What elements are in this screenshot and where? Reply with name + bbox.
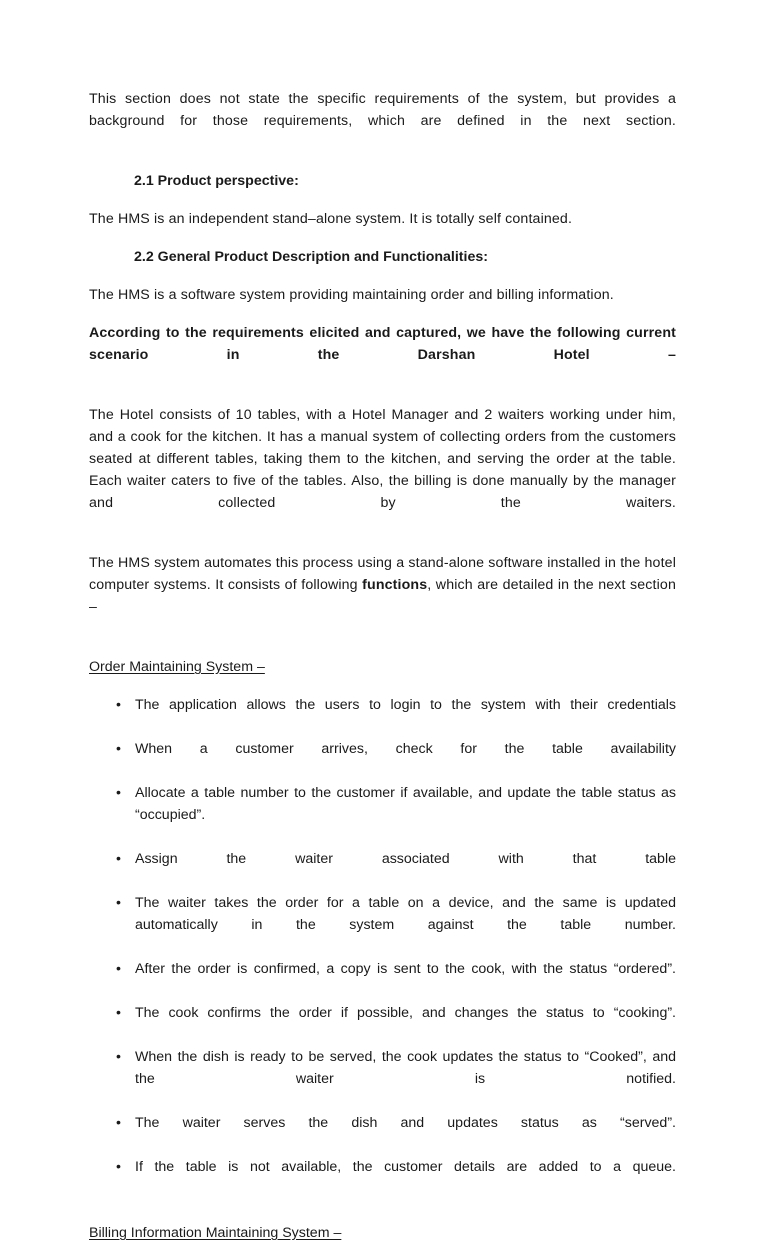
heading-2-2: 2.2 General Product Description and Functionalities: bbox=[134, 249, 488, 265]
list-item: • If the table is not available, the customer details are added to a queue. bbox=[89, 1156, 676, 1200]
billing-system-heading: Billing Information Maintaining System – bbox=[89, 1225, 342, 1241]
list-item: • When the dish is ready to be served, the cook updates the status to “Cooked”, and the waiter is notified. bbox=[89, 1046, 676, 1112]
document-body bbox=[89, 88, 676, 1260]
current-scenario-paragraph: The Hotel consists of 10 tables, with a Hotel Manager and 2 waiters working under him, and a cook for the kitchen. It has a manual system of collecting orders from the customers seated at different tables, taking them to the kitchen, and serving the order at the table. Each waiter caters to five of the tables. Also, the billing is done manually by the manager and collected by the waiters. bbox=[89, 407, 676, 511]
order-system-bullet-list bbox=[89, 694, 676, 1200]
automation-paragraph-bold-word: functions bbox=[362, 577, 428, 593]
list-item: • The application allows the users to login to the system with their credentials bbox=[89, 694, 676, 738]
order-system-heading: Order Maintaining System – bbox=[89, 659, 265, 675]
list-item: • Assign the waiter associated with that table bbox=[89, 848, 676, 892]
automation-paragraph-part2: , which are detailed in the next section – bbox=[89, 577, 676, 615]
list-item: • After the order is confirmed, a copy is sent to the cook, with the status “ordered”. bbox=[89, 958, 676, 1002]
list-item: • The waiter takes the order for a table on a device, and the same is updated automatically in the system against the table number. bbox=[89, 892, 676, 958]
section-2-1-body: The HMS is an independent stand–alone system. It is totally self contained. bbox=[89, 211, 573, 227]
list-item: • When a customer arrives, check for the table availability bbox=[89, 738, 676, 782]
automation-paragraph-part1: The HMS system automates this process using a stand-alone software installed in the hotel computer systems. It consists of following bbox=[89, 555, 676, 593]
automation-paragraph bbox=[89, 552, 676, 640]
list-item: • The cook confirms the order if possible, and changes the status to “cooking”. bbox=[89, 1002, 676, 1046]
section-2-2-body: The HMS is a software system providing maintaining order and billing information. bbox=[89, 287, 614, 303]
heading-2-1: 2.1 Product perspective: bbox=[134, 173, 299, 189]
list-item: • The waiter serves the dish and updates status as “served”. bbox=[89, 1112, 676, 1156]
scenario-statement: According to the requirements elicited and captured, we have the following current scenario in the Darshan Hotel – bbox=[89, 325, 676, 363]
list-item: • Allocate a table number to the customer if available, and update the table status as “occupied”. bbox=[89, 782, 676, 848]
intro-paragraph: This section does not state the specific requirements of the system, but provides a background for those requirements, which are defined in the next section. bbox=[89, 91, 676, 129]
